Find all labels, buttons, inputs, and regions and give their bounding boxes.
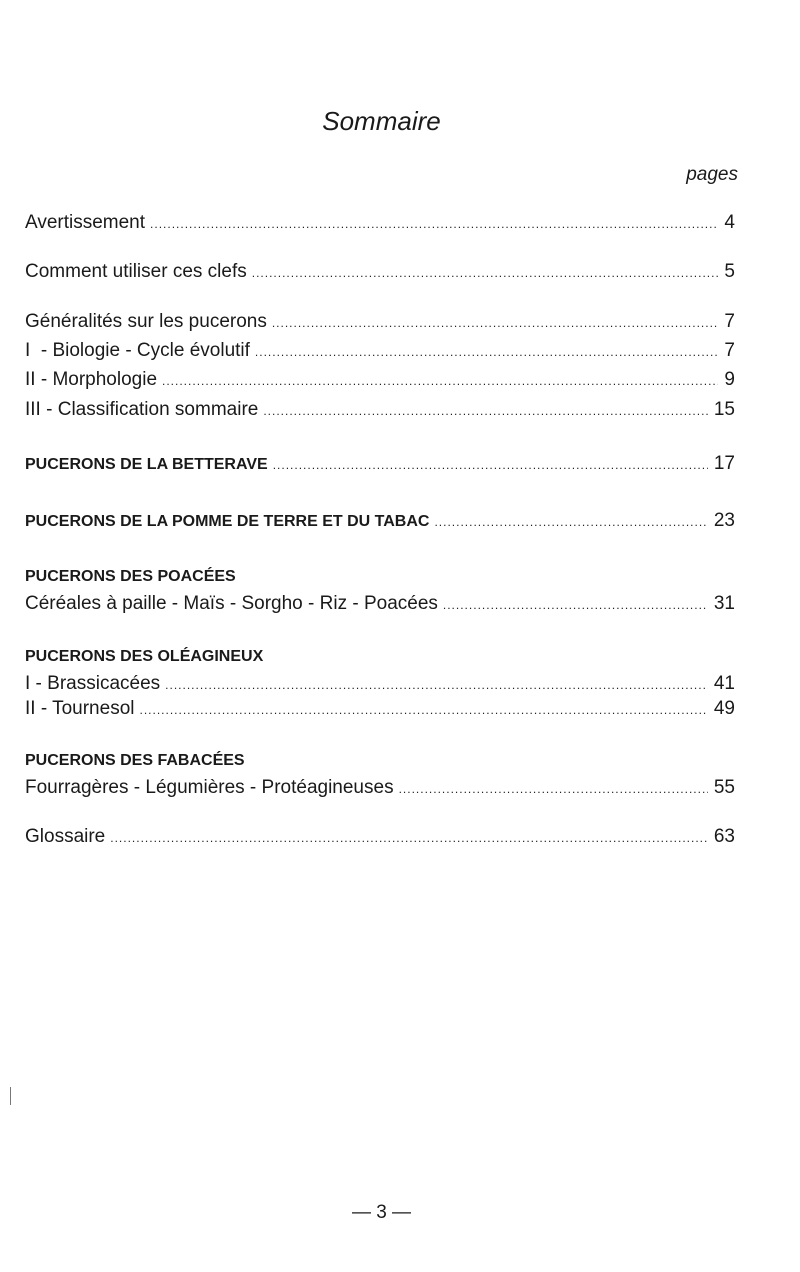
page-title: Sommaire bbox=[322, 106, 441, 136]
dot-leader bbox=[273, 453, 708, 477]
toc-entry-label: Glossaire bbox=[25, 826, 106, 847]
dot-leader bbox=[255, 340, 719, 364]
toc-entry-page: 23 bbox=[713, 510, 735, 531]
toc-entry-comment-utiliser bbox=[25, 260, 735, 285]
toc-entry-page: 63 bbox=[713, 826, 735, 847]
scan-mark bbox=[10, 1087, 11, 1105]
toc-entry-page: 5 bbox=[724, 261, 735, 282]
dot-leader bbox=[165, 673, 708, 697]
toc-entry-morphologie bbox=[25, 368, 735, 393]
toc-entry-page: 15 bbox=[713, 399, 735, 420]
toc-entry-label: PUCERONS DE LA BETTERAVE bbox=[25, 456, 268, 473]
toc-entry-page: 7 bbox=[724, 340, 735, 361]
pages-column-label: pages bbox=[686, 164, 738, 185]
toc-entry-page: 31 bbox=[713, 593, 735, 614]
dot-leader bbox=[263, 399, 708, 423]
toc-entry-page: 17 bbox=[713, 453, 735, 474]
toc-entry-page: 7 bbox=[724, 311, 735, 332]
toc-entry-betterave bbox=[25, 452, 735, 477]
toc-entry-page: 55 bbox=[713, 777, 735, 798]
toc-entry-page: 49 bbox=[713, 698, 735, 719]
toc-entry-label: I - Biologie - Cycle évolutif bbox=[25, 340, 250, 361]
toc-entry-label: II - Tournesol bbox=[25, 698, 135, 719]
dot-leader bbox=[272, 311, 719, 335]
toc-entry-label: Céréales à paille - Maïs - Sorgho - Riz - Poacées bbox=[25, 593, 438, 614]
section-heading-fabacees: PUCERONS DES FABACÉES bbox=[25, 752, 245, 769]
toc-entry-label: I - Brassicacées bbox=[25, 673, 161, 694]
toc-entry-label: PUCERONS DE LA POMME DE TERRE ET DU TABAC bbox=[25, 513, 430, 530]
toc-entry-label: Comment utiliser ces clefs bbox=[25, 261, 247, 282]
toc-entry-label: Fourragères - Légumières - Protéagineuses bbox=[25, 777, 394, 798]
dot-leader bbox=[139, 698, 707, 722]
toc-entry-avertissement bbox=[25, 211, 735, 236]
dot-leader bbox=[399, 777, 708, 801]
dot-leader bbox=[162, 369, 718, 393]
toc-entry-label: III - Classification sommaire bbox=[25, 399, 259, 420]
toc-entry-label: Généralités sur les pucerons bbox=[25, 311, 267, 332]
toc-entry-page: 41 bbox=[713, 673, 735, 694]
toc-entry-fourrageres bbox=[25, 776, 735, 801]
toc-entry-biologie bbox=[25, 339, 735, 364]
toc-entry-brassicacees bbox=[25, 672, 735, 697]
page-number: — 3 — bbox=[351, 1202, 412, 1223]
toc-entry-classification bbox=[25, 398, 735, 423]
toc-entry-label: Avertissement bbox=[25, 212, 146, 233]
dot-leader bbox=[150, 212, 718, 236]
dot-leader bbox=[434, 510, 707, 534]
toc-entry-glossaire bbox=[25, 825, 735, 850]
dot-leader bbox=[110, 826, 708, 850]
toc-entry-label: II - Morphologie bbox=[25, 369, 158, 390]
section-heading-oleagineux: PUCERONS DES OLÉAGINEUX bbox=[25, 648, 264, 665]
toc-entry-tournesol bbox=[25, 697, 735, 722]
toc-entry-page: 9 bbox=[724, 369, 735, 390]
toc-entry-cereales bbox=[25, 592, 735, 617]
section-heading-poacees: PUCERONS DES POACÉES bbox=[25, 568, 236, 585]
toc-entry-pomme-de-terre bbox=[25, 509, 735, 534]
toc-entry-generalites bbox=[25, 310, 735, 335]
dot-leader bbox=[443, 593, 708, 617]
toc-entry-page: 4 bbox=[724, 212, 735, 233]
dot-leader bbox=[252, 261, 719, 285]
